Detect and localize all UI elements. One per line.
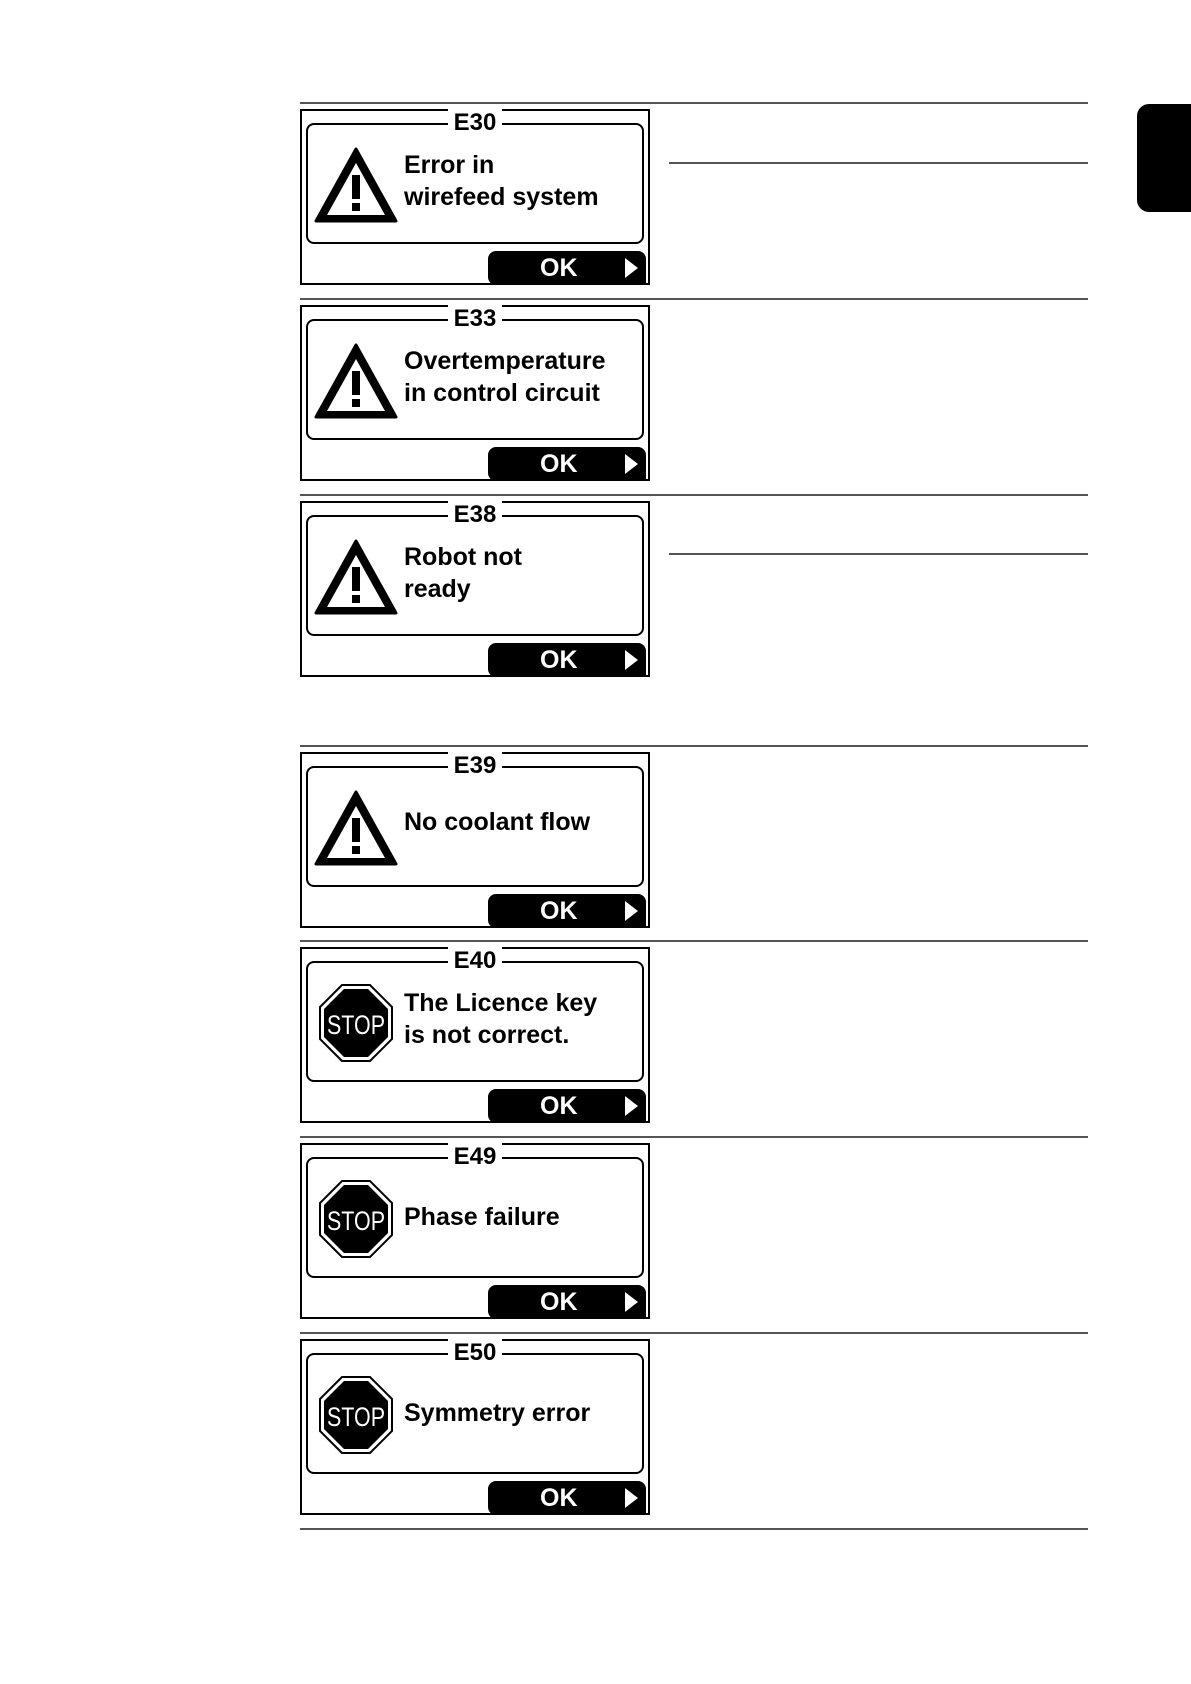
warning-triangle-icon <box>312 537 400 617</box>
rule <box>669 162 1088 164</box>
message-line: No coolant flow <box>404 808 591 836</box>
ok-button[interactable]: OK <box>488 894 646 928</box>
arrow-right-icon <box>625 1096 638 1116</box>
error-panel-e50 <box>300 1339 650 1515</box>
rule <box>669 553 1088 555</box>
error-panel-e33 <box>300 305 650 481</box>
rule <box>300 102 1088 104</box>
ok-button[interactable]: OK <box>488 447 646 481</box>
error-message <box>404 1397 640 1429</box>
warning-triangle-icon <box>312 341 400 421</box>
rule <box>300 745 1088 747</box>
message-box <box>306 947 644 1082</box>
error-code: E39 <box>308 752 642 780</box>
rule <box>300 298 1088 300</box>
arrow-right-icon <box>625 901 638 921</box>
error-panel-e40 <box>300 947 650 1123</box>
ok-button[interactable]: OK <box>488 1481 646 1515</box>
rule <box>300 1528 1088 1530</box>
message-line: Robot not <box>404 543 523 571</box>
message-box <box>306 501 644 636</box>
error-panel-e39 <box>300 752 650 928</box>
error-code: E30 <box>308 109 642 137</box>
message-line: in control circuit <box>404 379 600 407</box>
message-box <box>306 1339 644 1474</box>
error-message <box>404 806 640 838</box>
error-code: E49 <box>308 1143 642 1171</box>
error-panel-e38 <box>300 501 650 677</box>
ok-button[interactable]: OK <box>488 1089 646 1123</box>
ok-button[interactable]: OK <box>488 251 646 285</box>
arrow-right-icon <box>625 1292 638 1312</box>
rule <box>300 1136 1088 1138</box>
message-line: is not correct. <box>404 1021 570 1049</box>
arrow-right-icon <box>625 1488 638 1508</box>
rule <box>300 494 1088 496</box>
message-box <box>306 1143 644 1278</box>
error-message <box>404 345 640 409</box>
error-code: E50 <box>308 1339 642 1367</box>
error-code: E33 <box>308 305 642 333</box>
arrow-right-icon <box>625 454 638 474</box>
error-code: E40 <box>308 947 642 975</box>
message-line: Phase failure <box>404 1203 560 1231</box>
stop-sign-icon <box>312 1375 400 1455</box>
message-line: Symmetry error <box>404 1399 591 1427</box>
rule <box>300 940 1088 942</box>
svg-text:STOP: STOP <box>327 1402 385 1432</box>
error-panel-e49 <box>300 1143 650 1319</box>
error-message <box>404 149 640 213</box>
error-panel-e30 <box>300 109 650 285</box>
rule <box>300 1332 1088 1334</box>
stop-sign-icon <box>312 1179 400 1259</box>
message-line: wirefeed system <box>404 183 599 211</box>
message-line: Error in <box>404 151 495 179</box>
svg-text:STOP: STOP <box>327 1206 385 1236</box>
stop-sign-icon <box>312 983 400 1063</box>
error-message <box>404 1201 640 1233</box>
error-message <box>404 987 640 1051</box>
svg-text:STOP: STOP <box>327 1010 385 1040</box>
ok-button[interactable]: OK <box>488 1285 646 1319</box>
error-message <box>404 541 640 605</box>
arrow-right-icon <box>625 258 638 278</box>
message-box <box>306 752 644 887</box>
message-line: ready <box>404 575 471 603</box>
chapter-tab <box>1137 104 1191 212</box>
message-line: The Licence key <box>404 989 598 1017</box>
warning-triangle-icon <box>312 145 400 225</box>
ok-button[interactable]: OK <box>488 643 646 677</box>
message-box <box>306 109 644 244</box>
arrow-right-icon <box>625 650 638 670</box>
error-code: E38 <box>308 501 642 529</box>
warning-triangle-icon <box>312 788 400 868</box>
message-line: Overtemperature <box>404 347 606 375</box>
message-box <box>306 305 644 440</box>
